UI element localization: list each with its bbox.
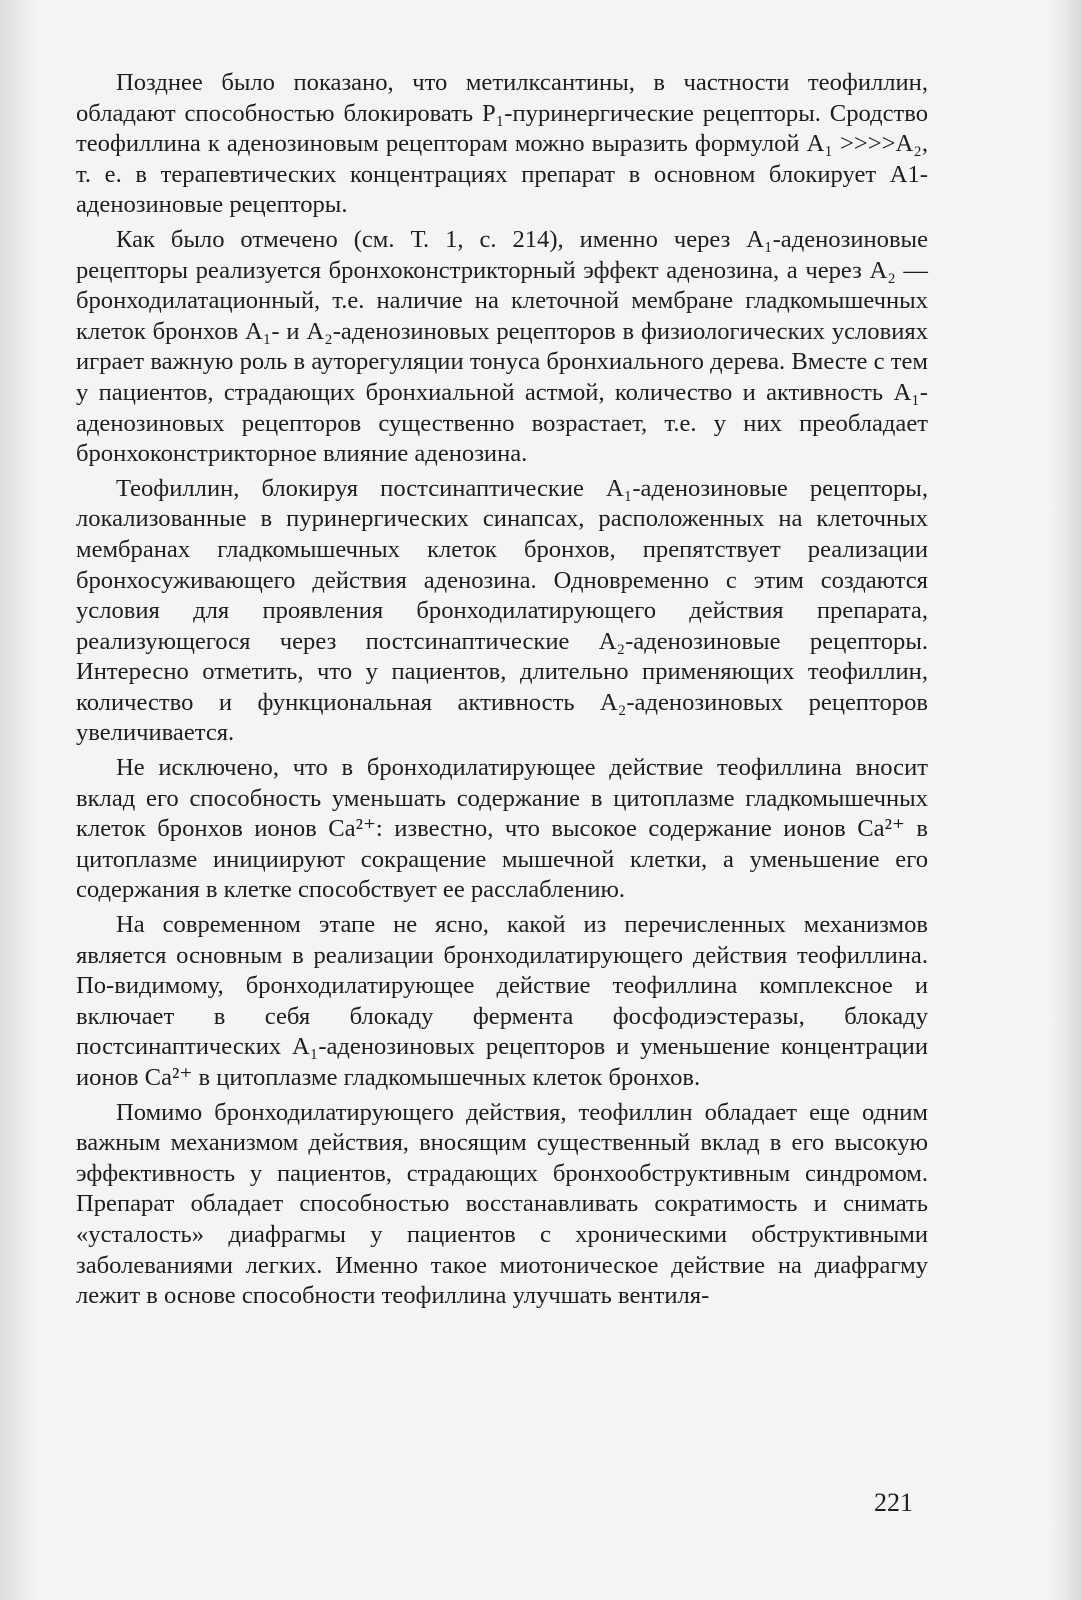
paragraph-3: Теофиллин, блокируя постсинаптические A₁-аденозиновые рецепторы, локализованные в пуринергических синапсах, расположенных на клеточных мембранах гладкомышечных клеток бронхов, препятствует реализации бронхосуживающего действия аденозина. Одновременно с этим создаются условия для проявления бронходилатирующего действия препарата, реализующегося через постсинаптические A₂-аденозиновые рецепторы. Интересно отметить, что у пациентов, длительно применяющих теофиллин, количество и функциональная активность A₂-аденозиновых рецепторов увеличивается. <box>76 474 928 747</box>
body-text <box>76 68 928 1312</box>
paragraph-5: На современном этапе не ясно, какой из перечисленных механизмов является основным в реализации бронходилатирующего действия теофиллина. По-видимому, бронходилатирующее действие теофиллина комплексное и включает в себя блокаду фермента фосфодиэстеразы, блокаду постсинаптических A₁-аденозиновых рецепторов и уменьшение концентрации ионов Ca²⁺ в цитоплазме гладкомышечных клеток бронхов. <box>76 911 928 1091</box>
page-edge-shadow <box>1048 0 1082 1600</box>
paragraph-2: Как было отмечено (см. Т. 1, с. 214), именно через A₁-аденозиновые рецепторы реализуется бронхоконстрикторный эффект аденозина, а через A₂ — бронходилатационный, т.е. наличие на клеточной мембране гладкомышечных клеток бронхов A₁- и A₂-аденозиновых рецепторов в физиологических условиях играет важную роль в ауторегуляции тонуса бронхиального дерева. Вместе с тем у пациентов, страдающих бронхиальной астмой, количество и активность A₁-аденозиновых рецепторов существенно возрастает, т.е. у них преобладает бронхоконстрикторное влияние аденозина. <box>76 225 928 468</box>
paragraph-1: Позднее было показано, что метилксантины, в частности теофиллин, обладают способностью блокировать P₁-пуринергические рецепторы. Сродство теофиллина к аденозиновым рецепторам можно выразить формулой A₁ >>>>A₂, т. е. в терапевтических концентрациях препарат в основном блокирует A1-аденозиновые рецепторы. <box>76 69 928 219</box>
page-binding-shadow <box>0 0 38 1600</box>
paragraph-4: Не исключено, что в бронходилатирующее действие теофиллина вносит вклад его способность уменьшать содержание в цитоплазме гладкомышечных клеток бронхов ионов Ca²⁺: известно, что высокое содержание ионов Ca²⁺ в цитоплазме инициируют сокращение мышечной клетки, а уменьшение его содержания в клетке способствует ее расслаблению. <box>76 754 928 904</box>
paragraph-6: Помимо бронходилатирующего действия, теофиллин обладает еще одним важным механизмом действия, вносящим существенный вклад в его высокую эффективность у пациентов, страдающих бронхообструктивным синдромом. Препарат обладает способностью восстанавливать сократимость и снимать «усталость» диафрагмы у пациентов с хроническими обструктивными заболеваниями легких. Именно такое миотоническое действие на диафрагму лежит в основе способности теофиллина улучшать вентиля- <box>76 1098 928 1310</box>
page-number: 221 <box>874 1488 913 1517</box>
